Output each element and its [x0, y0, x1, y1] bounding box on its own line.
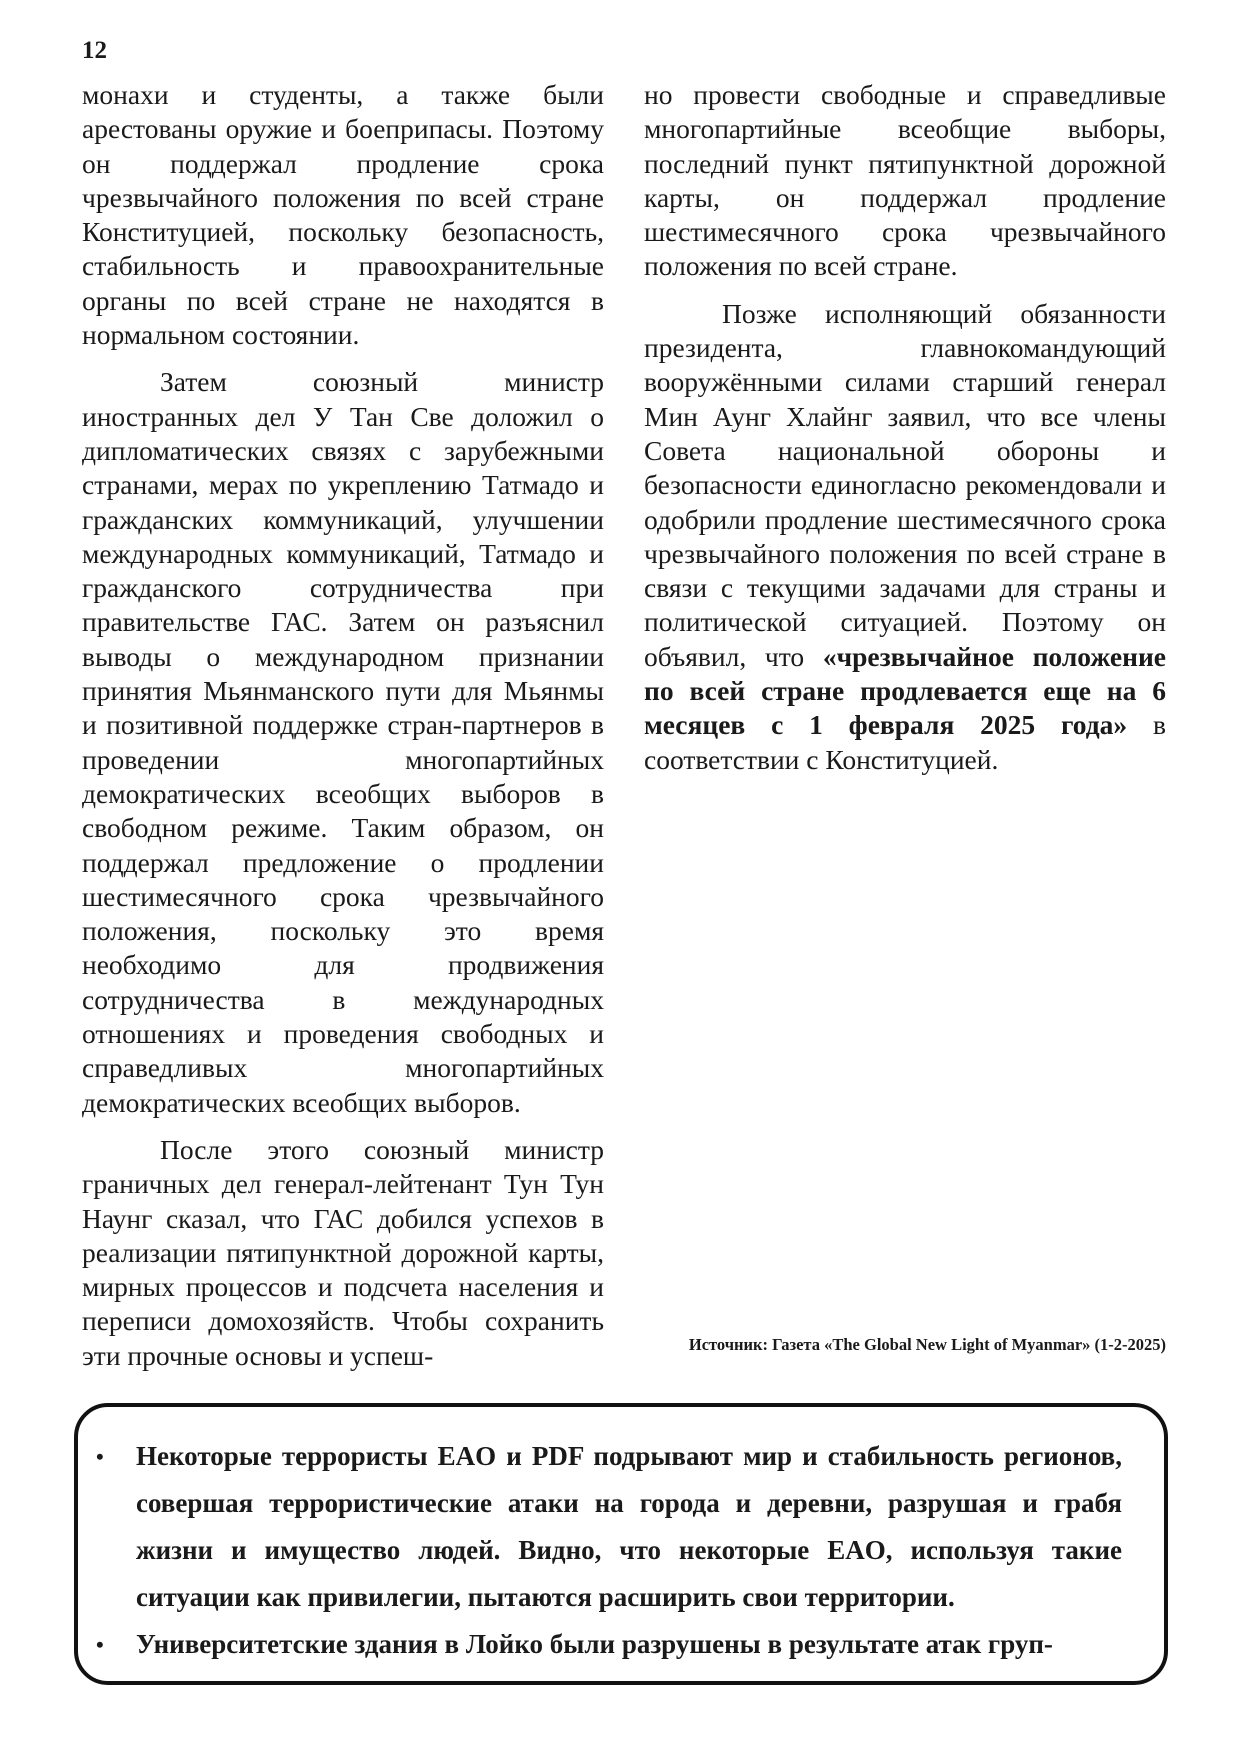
- list-item-text: Некоторые террористы EAO и PDF подрывают мир и стабильность регионов, совершая террористические атаки на города и деревни, разрушая и грабя жизни и имущество людей. Видно, что некоторые EAO, используя такие ситуации как привилегии, пытаются расширить свои территории.: [136, 1441, 1122, 1612]
- paragraph-text: в соответствии с Конституцией.: [644, 709, 1166, 775]
- bullet-icon: •: [96, 1632, 104, 1657]
- source-citation: Источник: Газета «The Global New Light of Myanmar» (1-2-2025): [688, 1335, 1166, 1354]
- page-number: 12: [82, 37, 107, 64]
- paragraph: [644, 297, 1166, 777]
- bullet-list: [78, 1407, 1164, 1668]
- paragraph-text: Позже исполняющий обязанности президента, главнокомандующий вооружёнными силами старший генерал Мин Аунг Хлайнг заявил, что все члены Совета национальной обороны и безопасности единогласно рекомендовали и одобрили продление шестимесячного срока чрезвычайного положения по всей стране в связи с текущими задачами для страны и политической ситуацией. Поэтому он объявил, что: [644, 297, 1166, 672]
- list-item-text: Университетские здания в Лойко были разрушены в результате атак груп-: [136, 1629, 1053, 1659]
- right-column: [644, 78, 1166, 790]
- list-item: [96, 1621, 1122, 1668]
- left-column: [82, 78, 604, 1386]
- paragraph: но провести свободные и справедливые многопартийные всеобщие выборы, последний пункт пятипунктной дорожной карты, он поддержал продление шестимесячного срока чрезвычайного положения по всей стране.: [644, 79, 1166, 282]
- paragraph: Затем союзный министр иностранных дел У Тан Све доложил о дипломатических связях с зарубежными странами, мерах по укреплению Татмадо и гражданских коммуникаций, улучшении международных коммуникаций, Татмадо и гражданского сотрудничества при правительстве ГАС. Затем он разъяснил выводы о международном признании принятия Мьянманского пути для Мьянмы и позитивной поддержке стран-партнеров в проведении многопартийных демократических всеобщих выборов в свободном режиме. Таким образом, он поддержал предложение о продлении шестимесячного срока чрезвычайного положения, поскольку это время необходимо для продвижения сотрудничества в международных отношениях и проведения свободных и справедливых многопартийных демократических всеобщих выборов.: [82, 366, 604, 1118]
- highlighted-quote: «чрезвычайное положение по всей стране продлевается еще на 6 месяцев с 1 февраля 2025 года»: [644, 640, 1166, 741]
- bullet-icon: •: [96, 1444, 104, 1469]
- list-item: [96, 1433, 1122, 1621]
- paragraph: После этого союзный министр граничных дел генерал-лейтенант Тун Тун Наунг сказал, что ГАС добился успехов в реализации пятипунктной дорожной карты, мирных процессов и подсчета населения и переписи домохозяйств. Чтобы сохранить эти прочные основы и успеш-: [82, 1133, 604, 1371]
- paragraph: монахи и студенты, а также были арестованы оружие и боеприпасы. Поэтому он поддержал продление срока чрезвычайного положения по всей стране Конституцией, поскольку безопасность, стабильность и правоохранительные органы по всей стране не находятся в нормальном состоянии.: [82, 79, 604, 351]
- callout-box: [74, 1403, 1168, 1685]
